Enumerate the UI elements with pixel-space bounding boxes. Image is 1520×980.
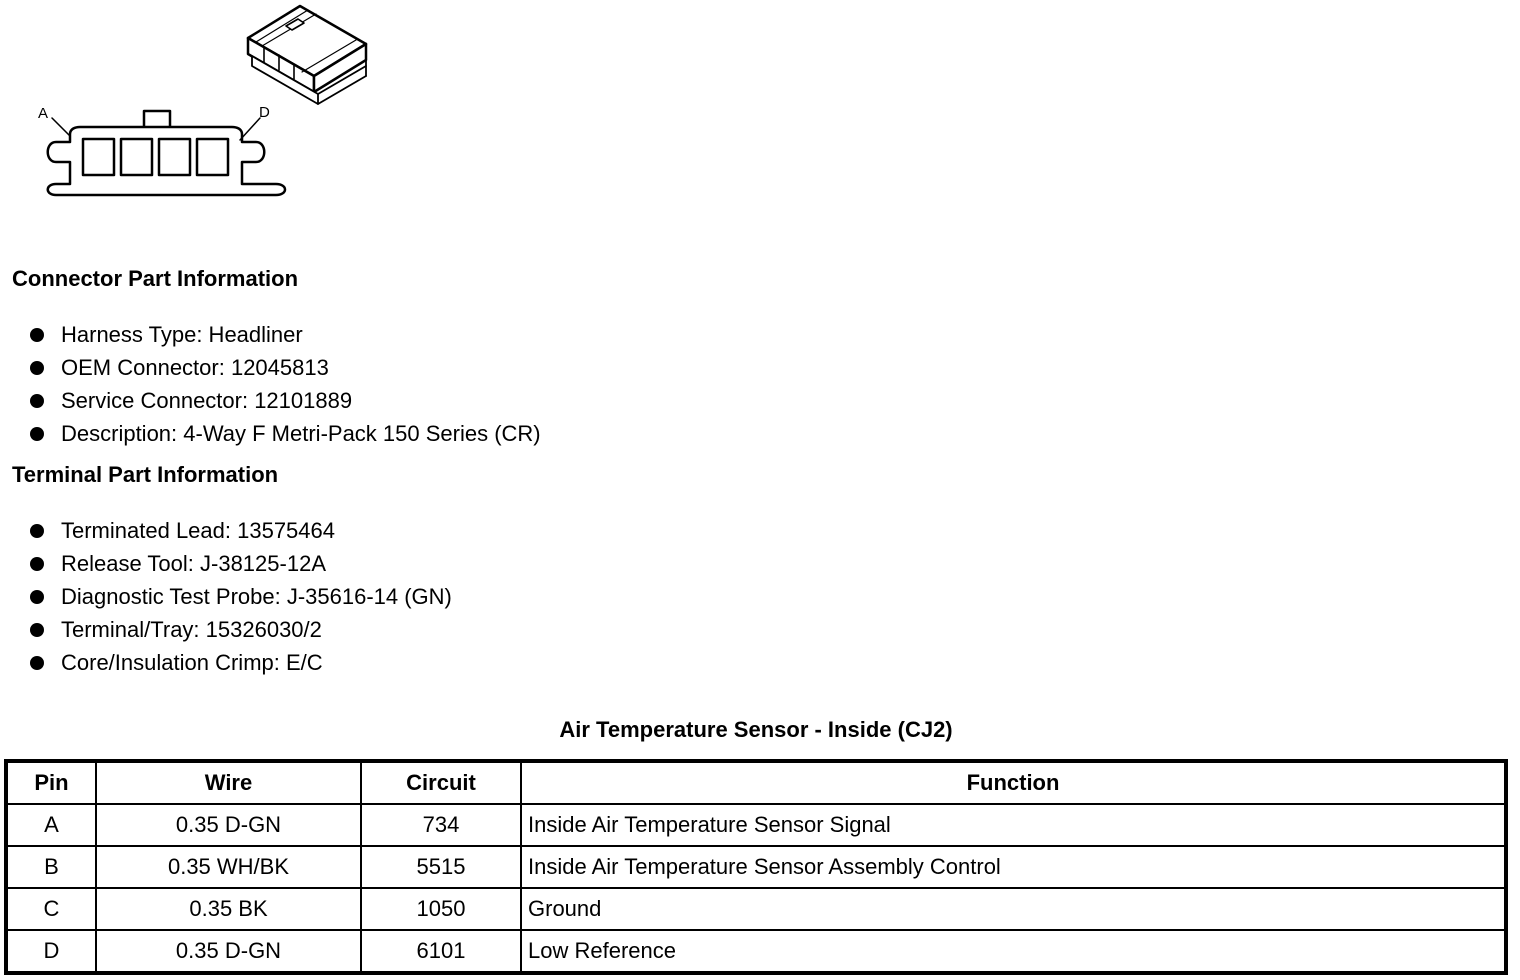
pin-cell: C	[6, 888, 96, 930]
function-cell: Inside Air Temperature Sensor Signal	[521, 804, 1506, 846]
connector-diagram	[0, 0, 400, 215]
wire-cell: 0.35 WH/BK	[96, 846, 361, 888]
pin-d-leader	[240, 118, 260, 140]
table-row	[6, 930, 1506, 973]
pin-header: Pin	[6, 761, 96, 804]
table-row	[6, 888, 1506, 930]
pinout-table	[4, 759, 1508, 975]
connector-info-heading: Connector Part Information	[12, 266, 299, 291]
circuit-cell: 1050	[361, 888, 521, 930]
list-item: Diagnostic Test Probe: J-35616-14 (GN)	[28, 580, 452, 613]
function-header: Function	[521, 761, 1506, 804]
list-item: Core/Insulation Crimp: E/C	[28, 646, 452, 679]
function-cell: Ground	[521, 888, 1506, 930]
table-header-row	[6, 761, 1506, 804]
wire-cell: 0.35 BK	[96, 888, 361, 930]
wire-header: Wire	[96, 761, 361, 804]
pin-a-label: A	[38, 105, 49, 122]
circuit-header: Circuit	[361, 761, 521, 804]
terminal-info-list	[28, 514, 452, 679]
list-item: Harness Type: Headliner	[28, 318, 541, 351]
list-item: Service Connector: 12101889	[28, 384, 541, 417]
list-item: Release Tool: J-38125-12A	[28, 547, 452, 580]
connector-face-view	[38, 104, 285, 195]
terminal-info-heading: Terminal Part Information	[12, 462, 279, 487]
wire-cell: 0.35 D-GN	[96, 804, 361, 846]
pin-cell: A	[6, 804, 96, 846]
circuit-cell: 5515	[361, 846, 521, 888]
wire-cell: 0.35 D-GN	[96, 930, 361, 973]
table-row	[6, 804, 1506, 846]
list-item: Terminated Lead: 13575464	[28, 514, 452, 547]
function-cell: Low Reference	[521, 930, 1506, 973]
pin-d-label: D	[259, 104, 270, 121]
table-row	[6, 846, 1506, 888]
connector-3d-view	[248, 6, 366, 104]
connector-info-list	[28, 318, 541, 450]
pin-cell: D	[6, 930, 96, 973]
table-title: Air Temperature Sensor - Inside (CJ2)	[559, 717, 953, 742]
circuit-cell: 734	[361, 804, 521, 846]
circuit-cell: 6101	[361, 930, 521, 973]
list-item: Terminal/Tray: 15326030/2	[28, 613, 452, 646]
pin-cell: B	[6, 846, 96, 888]
list-item: Description: 4-Way F Metri-Pack 150 Series (CR)	[28, 417, 541, 450]
list-item: OEM Connector: 12045813	[28, 351, 541, 384]
function-cell: Inside Air Temperature Sensor Assembly Control	[521, 846, 1506, 888]
pin-a-leader	[52, 118, 70, 136]
